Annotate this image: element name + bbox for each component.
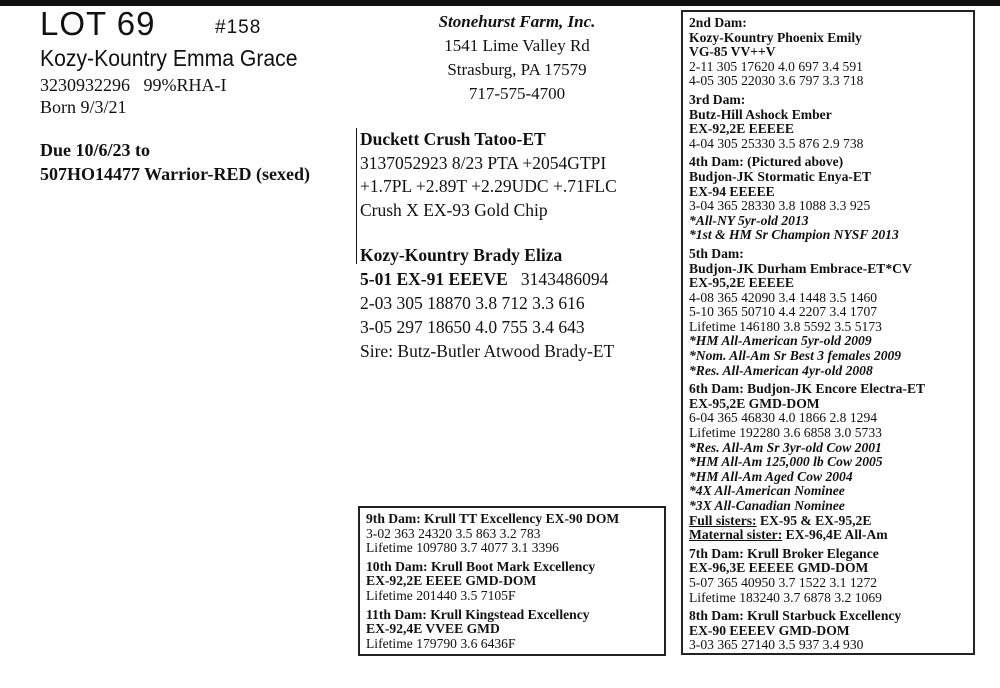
dam-11-section [366, 608, 658, 652]
dam-10-section [366, 560, 658, 604]
dam-5-record: 5-10 365 50710 4.4 2207 3.4 1707 [689, 304, 878, 320]
dam-8-record: 3-03 365 27140 3.5 937 3.4 930 [689, 637, 864, 653]
dam-11-heading: 11th Dam: Krull Kingstead Excellency [366, 606, 590, 622]
dam-reg: 3143486094 [520, 269, 609, 289]
dam-4-record: 3-04 365 28330 3.8 1088 3.3 925 [689, 198, 871, 214]
dam-5-honor: *HM All-American 5yr-old 2009 [689, 333, 872, 349]
farm-name: Stonehurst Farm, Inc. [438, 12, 596, 31]
dam-classification: 5-01 EX-91 EEEVE [360, 269, 508, 289]
dam-6-record: Lifetime 192280 3.6 6858 3.0 5733 [689, 425, 882, 441]
dam-7-record: 5-07 365 40950 3.7 1522 3.1 1272 [689, 574, 878, 590]
registration-id: 3230932296 [40, 75, 130, 95]
dam-3-name: Butz-Hill Ashock Ember [689, 106, 832, 122]
dam-6-heading: 6th Dam: Budjon-JK Encore Electra-ET [689, 381, 926, 397]
dam-6-record: 6-04 365 46830 4.0 1866 2.8 1294 [689, 410, 878, 426]
dam-4-heading: 4th Dam: (Pictured above) [689, 154, 844, 170]
dam-9-record: 3-02 363 24320 3.5 863 3.2 783 [366, 525, 541, 541]
full-sisters-line [689, 514, 967, 529]
dam-10-heading: 10th Dam: Krull Boot Mark Excellency [366, 558, 596, 574]
dam-5-class: EX-95,2E EEEEE [689, 275, 794, 291]
dam-record-2: 3-05 297 18650 4.0 755 3.4 643 [360, 317, 585, 337]
dam-6-honor: *Res. All-Am Sr 3yr-old Cow 2001 [689, 439, 882, 455]
dam-2-section [689, 16, 967, 89]
dam-10-record: Lifetime 201440 3.5 7105F [366, 587, 516, 603]
full-sisters-value: EX-95 & EX-95,2E [756, 512, 872, 528]
dam-4-class: EX-94 EEEEE [689, 183, 775, 199]
dam-5-section [689, 247, 967, 378]
maternal-sister-line [689, 528, 967, 543]
dam-classification-line [360, 267, 614, 291]
dam-7-heading: 7th Dam: Krull Broker Elegance [689, 545, 879, 561]
due-info [40, 138, 310, 186]
dam-sire: Sire: Butz-Butler Atwood Brady-ET [360, 341, 615, 361]
birth-date: Born 9/3/21 [40, 97, 127, 117]
sire-name: Duckett Crush Tatoo-ET [360, 129, 546, 149]
dam-name: Kozy-Kountry Brady Eliza [360, 245, 563, 265]
dam-5-honor: *Res. All-American 4yr-old 2008 [689, 362, 873, 378]
animal-name: Kozy-Kountry Emma Grace [40, 45, 298, 71]
pedigree-bracket [356, 128, 357, 264]
dam-5-name: Budjon-JK Durham Embrace-ET*CV [689, 260, 912, 276]
dam-6-honor: *4X All-American Nominee [689, 483, 845, 499]
maternal-sister-value: EX-96,4E All-Am [782, 527, 888, 543]
sire-line-2: +1.7PL +2.89T +2.29UDC +.71FLC [360, 176, 617, 196]
consignor-block [360, 10, 674, 106]
dam-7-class: EX-96,3E EEEEE GMD-DOM [689, 560, 869, 576]
dam-7-section [689, 547, 967, 605]
farm-phone: 717-575-4700 [468, 84, 566, 103]
dam-6-section [689, 382, 967, 543]
rha-percent: 99%RHA-I [143, 75, 227, 95]
dam-10-class: EX-92,2E EEEE GMD-DOM [366, 573, 537, 589]
dam-9-section [366, 512, 658, 556]
lot-title: LOT 69 [40, 5, 156, 42]
dam-4-honor: *All-NY 5yr-old 2013 [689, 212, 809, 228]
dam-3-heading: 3rd Dam: [689, 91, 746, 107]
dam-2-name: Kozy-Kountry Phoenix Emily [689, 29, 862, 45]
service-sire: 507HO14477 Warrior-RED (sexed) [40, 164, 310, 184]
lot-number: #158 [215, 17, 262, 38]
dam-4-honor: *1st & HM Sr Champion NYSF 2013 [689, 227, 899, 243]
maternal-line-box [681, 10, 975, 655]
sire-block [360, 128, 617, 222]
dam-9-heading: 9th Dam: Krull TT Excellency EX-90 DOM [366, 511, 620, 526]
dam-5-record: 4-08 365 42090 3.4 1448 3.5 1460 [689, 289, 878, 305]
dam-5-honor: *Nom. All-Am Sr Best 3 females 2009 [689, 348, 902, 364]
dam-11-record: Lifetime 179790 3.6 6436F [366, 635, 516, 651]
dam-2-record: 2-11 305 17620 4.0 697 3.4 591 [689, 58, 863, 74]
full-sisters-label: Full sisters: [689, 512, 757, 528]
dam-3-section [689, 93, 967, 151]
dam-6-honor: *HM All-Am Aged Cow 2004 [689, 468, 853, 484]
dam-8-section [689, 609, 967, 653]
due-date: Due 10/6/23 to [40, 140, 150, 160]
registration-line [40, 75, 227, 96]
dam-2-heading: 2nd Dam: [689, 15, 747, 30]
dam-3-record: 4-04 305 25330 3.5 876 2.9 738 [689, 135, 864, 151]
dam-8-heading: 8th Dam: Krull Starbuck Excellency [689, 608, 902, 624]
dam-block [360, 243, 614, 363]
dam-5-heading: 5th Dam: [689, 245, 744, 261]
dam-7-record: Lifetime 183240 3.7 6878 3.2 1069 [689, 589, 882, 605]
dam-4-section [689, 155, 967, 243]
dam-5-record: Lifetime 146180 3.8 5592 3.5 5173 [689, 318, 882, 334]
dam-6-class: EX-95,2E GMD-DOM [689, 395, 820, 411]
sire-line-1: 3137052923 8/23 PTA +2054GTPI [360, 152, 607, 173]
farm-address-2: Strasburg, PA 17579 [447, 60, 587, 79]
deep-pedigree-box [358, 506, 666, 656]
dam-4-name: Budjon-JK Stormatic Enya-ET [689, 168, 872, 184]
dam-6-honor: *3X All-Canadian Nominee [689, 498, 845, 513]
sire-line-3: Crush X EX-93 Gold Chip [360, 199, 548, 220]
maternal-sister-label: Maternal sister: [689, 527, 783, 543]
farm-address-1: 1541 Lime Valley Rd [444, 36, 590, 55]
dam-3-class: EX-92,2E EEEEE [689, 121, 794, 137]
dam-2-class: VG-85 VV++V [689, 44, 776, 60]
dam-2-record: 4-05 305 22030 3.6 797 3.3 718 [689, 73, 864, 89]
dam-11-class: EX-92,4E VVEE GMD [366, 621, 500, 637]
dam-9-record: Lifetime 109780 3.7 4077 3.1 3396 [366, 540, 559, 556]
dam-6-honor: *HM All-Am 125,000 lb Cow 2005 [689, 454, 883, 470]
dam-record-1: 2-03 305 18870 3.8 712 3.3 616 [360, 293, 585, 313]
dam-8-class: EX-90 EEEEV GMD-DOM [689, 622, 850, 638]
